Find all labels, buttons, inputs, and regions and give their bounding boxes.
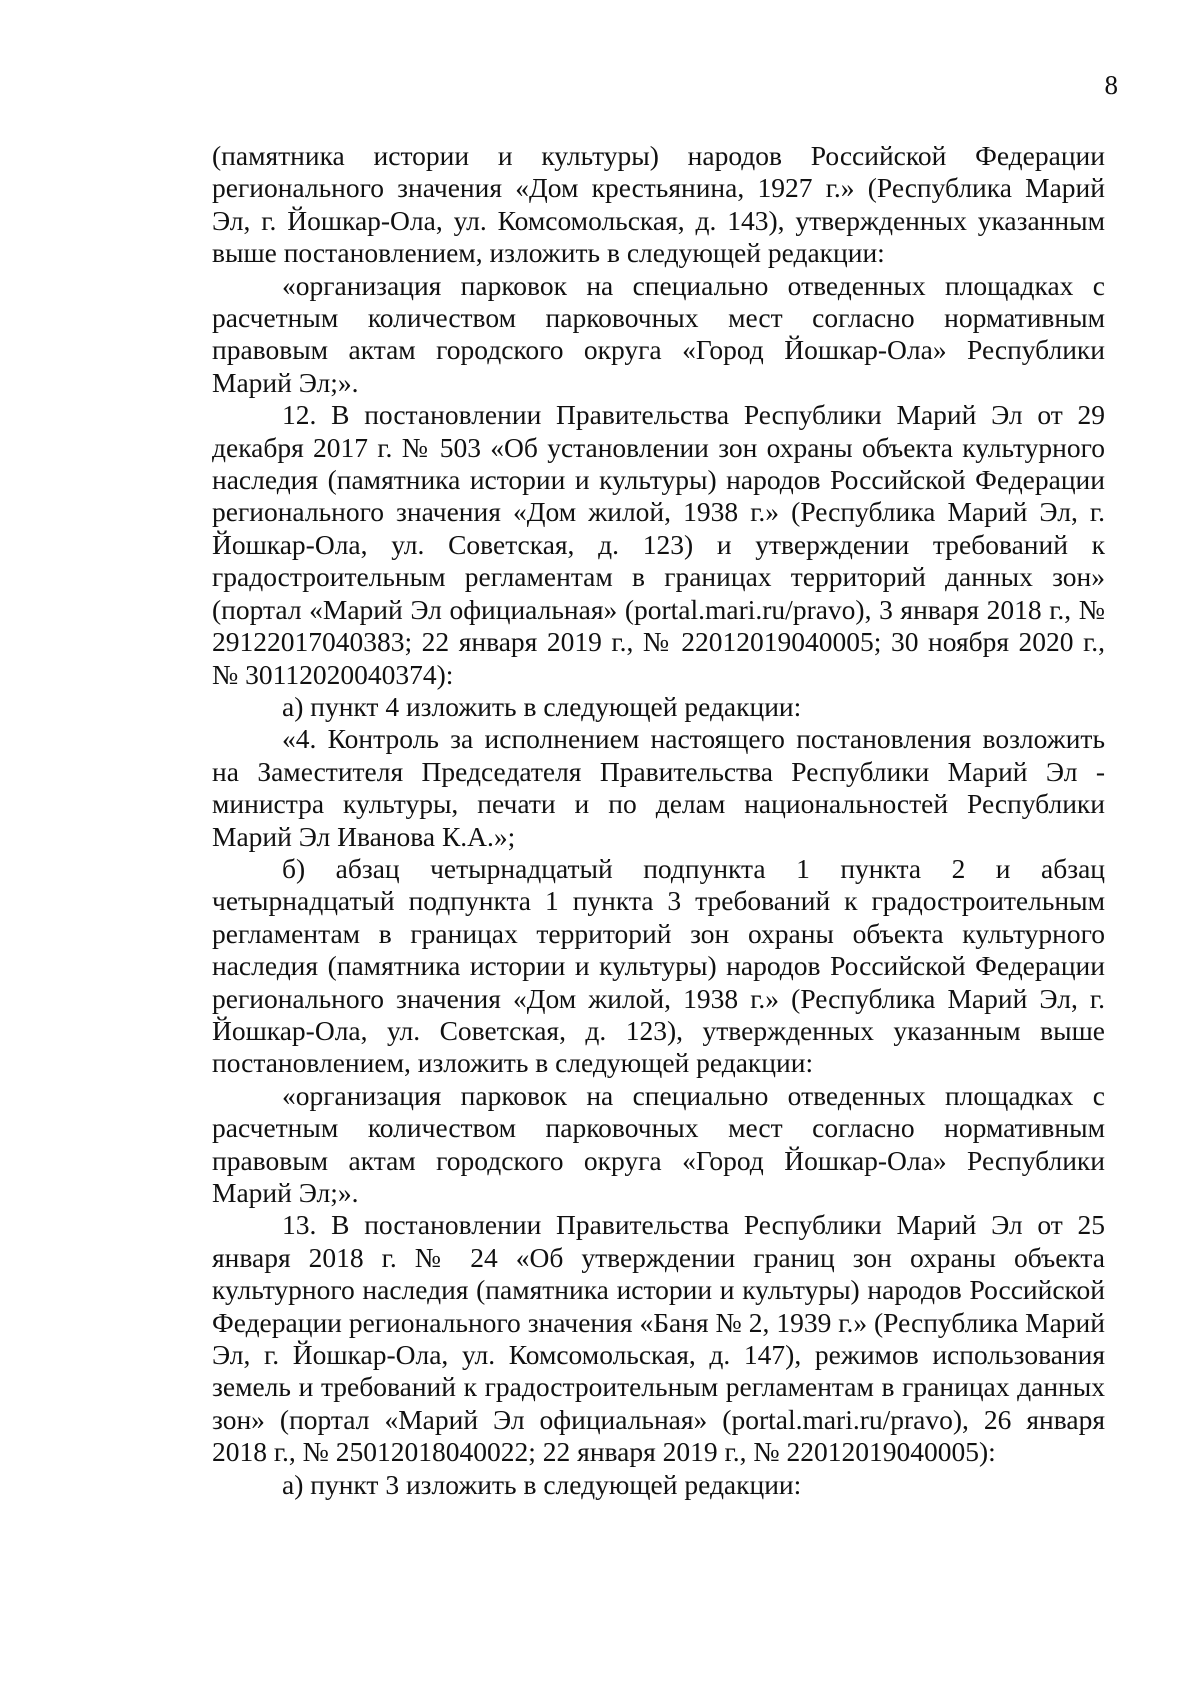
paragraph-subitem-12b: б) абзац четырнадцатый подпункта 1 пункта 2 и абзац четырнадцатый подпункта 1 пункта 3 требований к градостроительным регламентам в границах территорий зон охраны объекта культурного наследия (памятника истории и культуры) народов Российской Федерации регионального значения «Дом жилой, 1938 г.» (Республика Марий Эл, г. Йошкар-Ола, ул. Советская, д. 123), утвержденных указанным выше постановлением, изложить в следующей редакции: bbox=[212, 852, 1105, 1079]
paragraph-subitem-13a: а) пункт 3 изложить в следующей редакции: bbox=[282, 1468, 802, 1500]
paragraph-continuation: (памятника истории и культуры) народов Российской Федерации регионального значения «Дом крестьянина, 1927 г.» (Республика Марий Эл, г. Йошкар-Ола, ул. Комсомольская, д. 143), утвержденных указанным выше постановлением, изложить в следующей редакции: bbox=[212, 140, 1105, 269]
paragraph-item-12: 12. В постановлении Правительства Республики Марий Эл от 29 декабря 2017 г. № 503 «Об установлении зон охраны объекта культурного наследия (памятника истории и культуры) народов Российской Федерации регионального значения «Дом жилой, 1938 г.» (Республика Марий Эл, г. Йошкар-Ола, ул. Советская, д. 123) и утверждении требований к градостроительным регламентам в границах территорий данных зон» (портал «Марий Эл официальная» (portal.mari.ru/pravo), 3 января 2018 г., № 29122017040383; 22 января 2019 г., № 22012019040005; 30 ноября 2020 г., № 30112020040374): bbox=[212, 399, 1105, 690]
document-body bbox=[212, 140, 1105, 1501]
paragraph-quote-parking-2: «организация парковок на специально отведенных площадках с расчетным количеством парковочных мест согласно нормативным правовым актам городского округа «Город Йошкар-Ола» Республики Марий Эл;». bbox=[212, 1079, 1105, 1208]
paragraph-subitem-12a: а) пункт 4 изложить в следующей редакции: bbox=[282, 690, 802, 722]
paragraph-quote-parking-1: «организация парковок на специально отведенных площадках с расчетным количеством парковочных мест согласно нормативным правовым актам городского округа «Город Йошкар-Ола» Республики Марий Эл;». bbox=[212, 269, 1105, 398]
paragraph-item-13: 13. В постановлении Правительства Республики Марий Эл от 25 января 2018 г. № 24 «Об утверждении границ зон охраны объекта культурного наследия (памятника истории и культуры) народов Российской Федерации регионального значения «Баня № 2, 1939 г.» (Республика Марий Эл, г. Йошкар-Ола, ул. Комсомольская, д. 147), режимов использования земель и требований к градостроительным регламентам в границах данных зон» (портал «Марий Эл официальная» (portal.mari.ru/pravo), 26 января 2018 г., № 25012018040022; 22 января 2019 г., № 22012019040005): bbox=[212, 1209, 1105, 1468]
page-number: 8 bbox=[1104, 70, 1118, 100]
paragraph-quote-control: «4. Контроль за исполнением настоящего постановления возложить на Заместителя Председателя Правительства Республики Марий Эл - министра культуры, печати и по делам национальностей Республики Марий Эл Иванова К.А.»; bbox=[212, 723, 1105, 852]
